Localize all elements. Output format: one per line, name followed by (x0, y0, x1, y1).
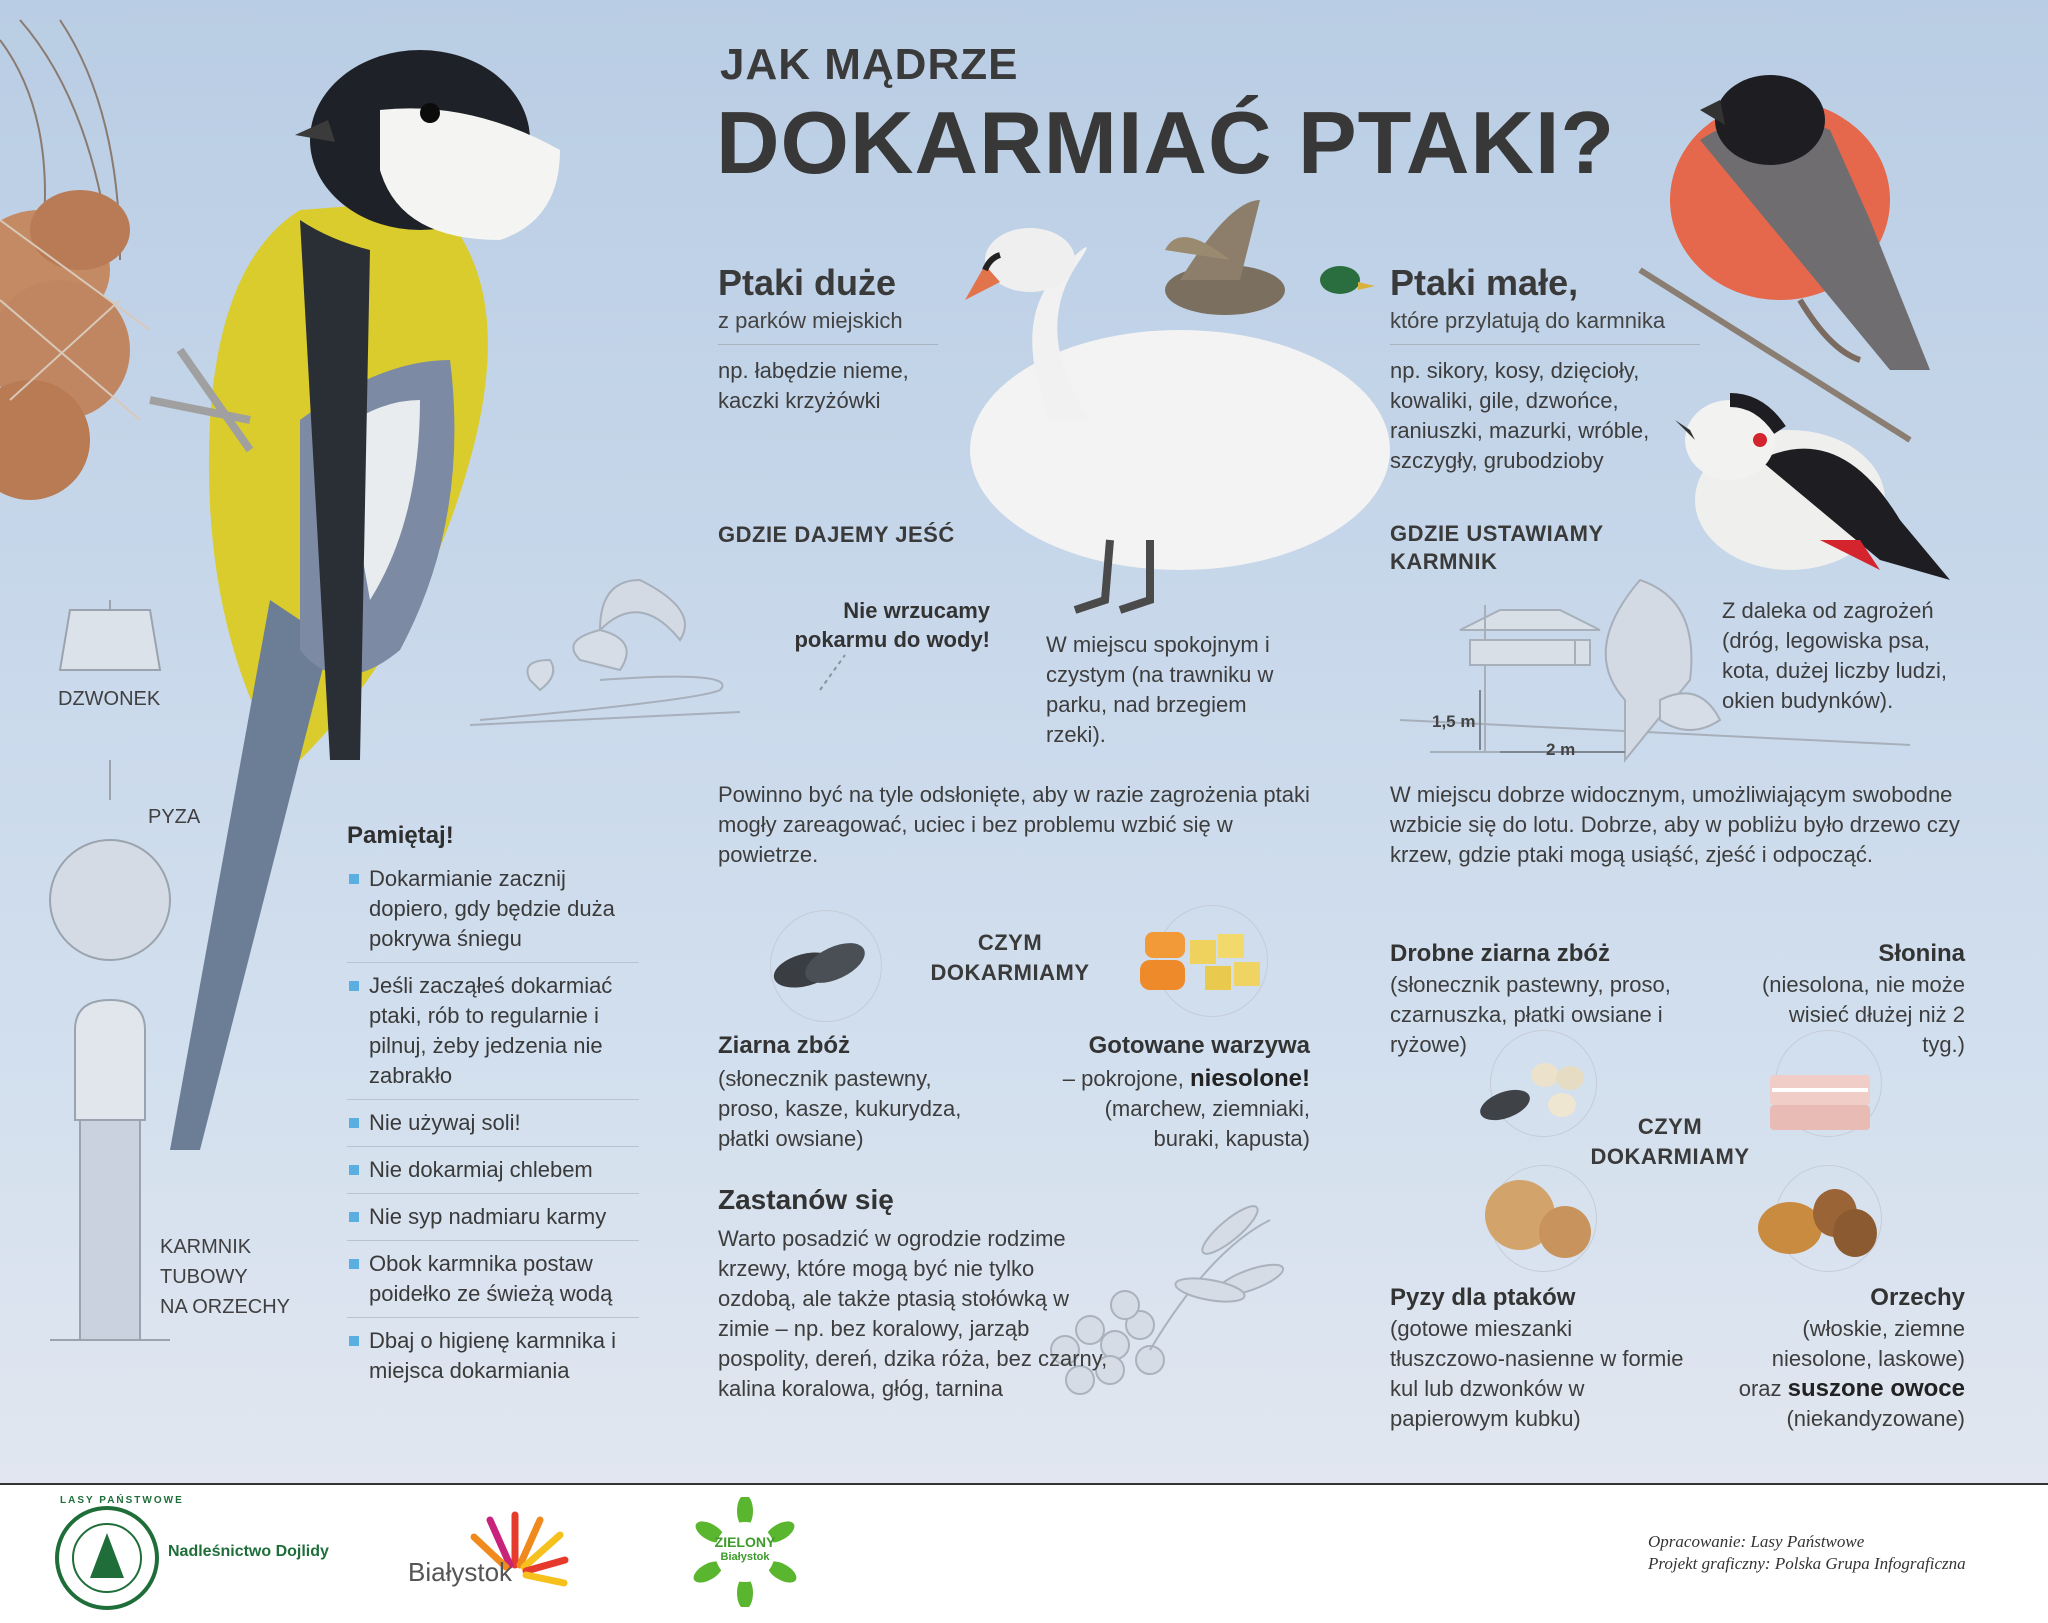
lasy-logo-ring-text: LASY PAŃSTWOWE (60, 1495, 184, 1506)
small-food2-text: (niesolona, nie może wisieć dłużej niż 2 tyg.) (1761, 972, 1965, 1057)
big-food2-line-a: – pokrojone, (1062, 1066, 1190, 1091)
where-feeder-heading: GDZIE USTAWIAMY KARMNIK (1390, 521, 1604, 574)
remember-heading: Pamiętaj! (347, 822, 454, 849)
remember-item: Jeśli zacząłeś dokarmiać ptaki, rób to regularnie i pilnuj, żeby jedzenia nie zabrakło (347, 963, 639, 1100)
small-food4-extra-b: suszone owoce (1787, 1375, 1965, 1402)
height-label: 1,5 m (1432, 712, 1476, 731)
small-food4-text: (włoskie, ziemne niesolone, laskowe) (1771, 1316, 1965, 1371)
small-birds-feed-heading: CZYM DOKARMIAMY (1590, 1114, 1750, 1169)
no-water-warning: Nie wrzucamy pokarmu do wody! (794, 598, 990, 652)
far-from-danger-text: Z daleka od zagrożeń (dróg, legowiska psa, kota, dużej liczby ludzi, okien budynków). (1722, 598, 1947, 713)
remember-box (347, 822, 639, 1394)
small-food1-text: (słonecznik pastewny, proso, czarnuszka, płatki owsiane i ryżowe) (1390, 972, 1671, 1057)
bialystok-logo-text: Białystok (408, 1557, 513, 1587)
zielony-logo-line2: Białystok (720, 1551, 770, 1563)
small-food4-extra (1645, 1374, 1965, 1404)
pointer-line (820, 655, 845, 690)
nut-net-illustration (0, 20, 150, 500)
big-birds-examples: np. łabędzie nieme, kaczki krzyżówki (718, 358, 909, 413)
big-food2-text: (marchew, ziemniaki, buraki, kapusta) (1104, 1096, 1310, 1151)
zielony-logo-text (705, 1535, 785, 1565)
consider-text: Warto posadzić w ogrodzie rodzime krzewy, które mogą być nie tylko ozdobą, ale także ptasią stołówką w zimie – np. bez koralowy, jarząb pospolity, dereń, dzika róża, bez czarny, kalina koralowa, głóg, tarnina (718, 1226, 1108, 1401)
remember-list (347, 856, 639, 1394)
remember-item: Dokarmianie zacznij dopiero, gdy będzie duża pokrywa śniegu (347, 856, 639, 963)
divider (718, 344, 938, 345)
big-food2-title: Gotowane warzywa (1088, 1032, 1310, 1059)
lard-icon (1760, 1060, 1890, 1140)
remember-item: Obok karmnika postaw poidełko ze świeżą wodą (347, 1241, 639, 1318)
big-food1-text: (słonecznik pastewny, proso, kasze, kukurydza, płatki owsiane) (718, 1066, 962, 1151)
where-feed-heading: GDZIE DAJEMY JEŚĆ (718, 522, 955, 547)
big-birds-feed-heading: CZYM DOKARMIAMY (930, 930, 1090, 985)
feeder-label-tube (160, 1232, 290, 1322)
remember-item: Nie syp nadmiaru karmy (347, 1194, 639, 1241)
title-line1: JAK MĄDRZE (720, 40, 1019, 89)
open-place-text: Powinno być na tyle odsłonięte, aby w razie zagrożenia ptaki mogły zareagować, uciec i bez problemu wzbić się w powietrze. (718, 782, 1310, 867)
remember-item: Nie dokarmiaj chlebem (347, 1147, 639, 1194)
nuts-icon (1745, 1178, 1885, 1268)
bullfinch-illustration (1640, 75, 1930, 440)
big-food2-line (1010, 1064, 1310, 1094)
small-food1-title: Drobne ziarna zbóż (1390, 940, 1611, 967)
woodpecker-illustration (1675, 400, 1950, 580)
small-food4-extra-a: oraz (1738, 1376, 1788, 1401)
feeder-label-tube-line1: KARMNIK (160, 1236, 252, 1258)
feeder-label-tube-line3: NA ORZECHY (160, 1296, 291, 1318)
visible-place-text: W miejscu dobrze widocznym, umożliwiającym swobodne wzbicie się do lotu. Dobrze, aby w pobliżu było drzewo czy krzew, gdzie ptaki mogą usiąść, zjeść i odpocząć. (1390, 782, 1960, 867)
fat-balls-icon (1470, 1170, 1600, 1270)
small-birds-subtitle: które przylatują do karmnika (1390, 308, 1666, 333)
small-food2-title: Słonina (1878, 940, 1965, 967)
credits-line2: Projekt graficzny: Polska Grupa Infograficzna (1648, 1554, 1966, 1573)
sunflower-seeds-icon (760, 925, 880, 1005)
nadlesnictwo-name: Nadleśnictwo Dojlidy (168, 1543, 329, 1560)
big-birds-title: Ptaki duże (718, 262, 897, 303)
small-food3-text: (gotowe mieszanki tłuszczowo-nasienne w formie kul lub dzwonków w papierowym kubku) (1390, 1316, 1684, 1431)
duck-illustration (1165, 200, 1375, 315)
feeders-drawing (50, 600, 170, 1340)
big-food2-line-b: niesolone! (1189, 1065, 1310, 1092)
divider (1390, 344, 1700, 345)
title-line2: DOKARMIAĆ PTAKI? (716, 93, 1616, 192)
small-food4-title: Orzechy (1870, 1284, 1965, 1311)
footer (0, 1483, 2048, 1623)
small-birds-examples: np. sikory, kosy, dzięcioły, kowaliki, gile, dzwońce, raniuszki, mazurki, wróble, szczygły, grubodzioby (1390, 358, 1650, 473)
big-birds-subtitle: z parków miejskich (718, 308, 903, 333)
consider-title: Zastanów się (718, 1184, 894, 1215)
remember-item: Dbaj o higienę karmnika i miejsca dokarmiania (347, 1318, 639, 1394)
big-food1-title: Ziarna zbóż (718, 1032, 851, 1059)
feeder-label-bell: DZWONEK (58, 688, 161, 710)
vegetables-icon (1130, 920, 1280, 1010)
zielony-logo-line1: ZIELONY (714, 1534, 776, 1550)
credits-line1: Opracowanie: Lasy Państwowe (1648, 1532, 1865, 1551)
feeder-label-tube-line2: TUBOWY (160, 1266, 248, 1288)
small-food4-extra-c: (niekandyzowane) (1786, 1406, 1965, 1431)
lasy-panstwowe-logo (52, 1503, 162, 1613)
remember-item: Nie używaj soli! (347, 1100, 639, 1147)
small-birds-title: Ptaki małe, (1390, 262, 1579, 303)
small-food3-title: Pyzy dla ptaków (1390, 1284, 1576, 1311)
width-label: 2 m (1546, 740, 1576, 759)
credits (1648, 1531, 1966, 1575)
feeder-label-ball: PYZA (148, 806, 201, 828)
where-feed-text: W miejscu spokojnym i czystym (na trawniku w parku, nad brzegiem rzeki). (1046, 632, 1274, 747)
park-landscape-drawing (470, 580, 740, 725)
